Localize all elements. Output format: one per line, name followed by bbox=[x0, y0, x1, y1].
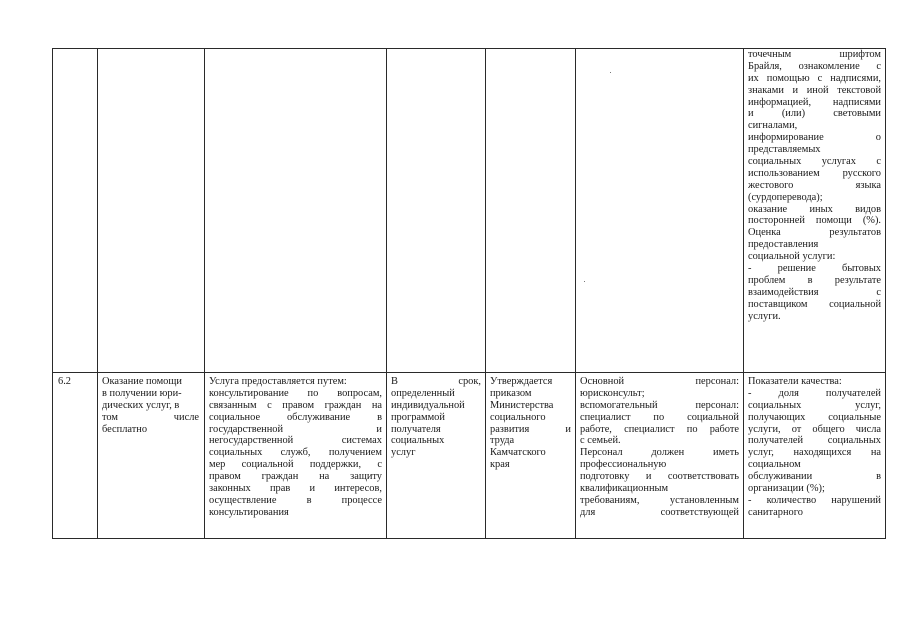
text-line: с семьей. bbox=[580, 435, 621, 447]
cell-service-name bbox=[102, 376, 199, 435]
cell-service-description bbox=[209, 376, 382, 519]
text-line: поставщиком социальной bbox=[748, 298, 881, 310]
text-line: квалификационным bbox=[580, 483, 669, 495]
text-line: в получении юри- bbox=[102, 387, 182, 399]
text-line: правом граждан на защиту bbox=[209, 471, 382, 483]
text-line: социальное обслуживание в bbox=[209, 411, 382, 423]
text-line: Услуга предоставляется путем: bbox=[209, 376, 347, 387]
text-line: оказание иных видов bbox=[748, 203, 881, 215]
text-line: В срок, bbox=[391, 376, 481, 387]
cell-tariff bbox=[490, 376, 571, 471]
text-line: Камчатского bbox=[490, 447, 546, 459]
text-line: дических услуг, в bbox=[102, 399, 180, 411]
text-line: проблем в результате bbox=[748, 274, 881, 286]
column-divider-3 bbox=[386, 48, 387, 539]
text-line: социальных служб, получением bbox=[209, 447, 382, 459]
row-divider bbox=[52, 372, 886, 373]
table-border-left bbox=[52, 48, 53, 539]
text-line: Оказание помощи bbox=[102, 376, 182, 387]
text-line: - количество нарушений bbox=[748, 494, 881, 506]
scan-speck bbox=[610, 72, 611, 73]
text-line: государственной и bbox=[209, 423, 382, 435]
text-line: связанным с правом граждан на bbox=[209, 399, 382, 411]
text-line: юрисконсульт; bbox=[580, 387, 645, 399]
text-line: приказом bbox=[490, 387, 532, 399]
text-line: услуг bbox=[391, 447, 416, 459]
text-line: их помощью с надписями, bbox=[748, 72, 881, 84]
text-line: социальных услуг, bbox=[748, 399, 881, 411]
text-line: жестового языка bbox=[748, 179, 881, 191]
text-line: информацией, надписями bbox=[748, 96, 881, 108]
text-line: получающих социальные bbox=[748, 411, 881, 423]
cell-service-term bbox=[391, 376, 481, 459]
text-line: - доля получателей bbox=[748, 387, 881, 399]
text-line: для соответствующей bbox=[580, 506, 739, 518]
text-line: труда bbox=[490, 435, 515, 447]
text-line: бесплатно bbox=[102, 423, 148, 435]
text-line: - решение бытовых bbox=[748, 263, 881, 275]
column-divider-1 bbox=[97, 48, 98, 539]
text-line: социальных услугах с bbox=[748, 156, 881, 168]
text-line: Персонал должен иметь bbox=[580, 447, 739, 459]
column-divider-4 bbox=[485, 48, 486, 539]
text-line: 6.2 bbox=[58, 376, 71, 387]
text-line: услуг, находящихся на bbox=[748, 447, 881, 459]
column-divider-2 bbox=[204, 48, 205, 539]
text-line: санитарного bbox=[748, 506, 803, 518]
cell-service-number bbox=[58, 376, 94, 388]
text-line: представляемых bbox=[748, 144, 821, 156]
text-line: осуществление в процессе bbox=[209, 494, 382, 506]
text-line: законных прав и интересов, bbox=[209, 483, 382, 495]
text-line: негосударственной системах bbox=[209, 435, 382, 447]
text-line: использованием русского bbox=[748, 167, 881, 179]
text-line: Оценка результатов bbox=[748, 227, 881, 239]
text-line: сигналами, bbox=[748, 120, 798, 132]
text-line: социальных bbox=[391, 435, 445, 447]
table-border-right bbox=[885, 48, 886, 539]
text-line: том числе bbox=[102, 411, 199, 423]
text-line: специалист по социальной bbox=[580, 411, 739, 423]
text-line: консультирование по вопросам, bbox=[209, 387, 382, 399]
text-line: и (или) световыми bbox=[748, 108, 881, 120]
text-line: организации (%); bbox=[748, 483, 825, 495]
text-line: определенный bbox=[391, 387, 455, 399]
text-line: получателя bbox=[391, 423, 441, 435]
table-border-bottom bbox=[52, 538, 886, 539]
text-line: обслуживании в bbox=[748, 471, 881, 483]
cell-staff-requirements bbox=[580, 376, 739, 519]
text-line: требованиям, установленным bbox=[580, 494, 739, 506]
text-line: точечным шрифтом bbox=[748, 49, 881, 60]
text-line: развития и bbox=[490, 423, 571, 435]
text-line: вспомогательный персонал: bbox=[580, 399, 739, 411]
text-line: Министерства bbox=[490, 399, 554, 411]
text-line: подготовку и соответствовать bbox=[580, 471, 739, 483]
text-line: Брайля, ознакомление с bbox=[748, 60, 881, 72]
cell-quality-indicators-continued bbox=[748, 49, 881, 322]
text-line: информирование о bbox=[748, 132, 881, 144]
text-line: Показатели качества: bbox=[748, 376, 842, 387]
text-line: знаками и иной текстовой bbox=[748, 84, 881, 96]
text-line: профессиональную bbox=[580, 459, 667, 471]
scan-speck bbox=[584, 281, 585, 282]
cell-quality-indicators bbox=[748, 376, 881, 519]
text-line: социального bbox=[490, 411, 546, 423]
text-line: получателей социальных bbox=[748, 435, 881, 447]
text-line: консультирования bbox=[209, 506, 289, 518]
text-line: социальной услуги: bbox=[748, 251, 836, 263]
text-line: работе, специалист по работе bbox=[580, 423, 739, 435]
column-divider-5 bbox=[575, 48, 576, 539]
column-divider-6 bbox=[743, 48, 744, 539]
text-line: предоставления bbox=[748, 239, 819, 251]
text-line: услуги, от общего числа bbox=[748, 423, 881, 435]
text-line: услуги. bbox=[748, 310, 781, 322]
text-line: взаимодействия с bbox=[748, 286, 881, 298]
text-line: посторонней помощи (%). bbox=[748, 215, 881, 227]
text-line: Утверждается bbox=[490, 376, 553, 387]
text-line: (сурдоперевода); bbox=[748, 191, 823, 203]
text-line: индивидуальной bbox=[391, 399, 465, 411]
text-line: социальном bbox=[748, 459, 801, 471]
text-line: программой bbox=[391, 411, 445, 423]
text-line: Основной персонал: bbox=[580, 376, 739, 387]
text-line: края bbox=[490, 459, 510, 471]
text-line: мер социальной поддержки, с bbox=[209, 459, 382, 471]
